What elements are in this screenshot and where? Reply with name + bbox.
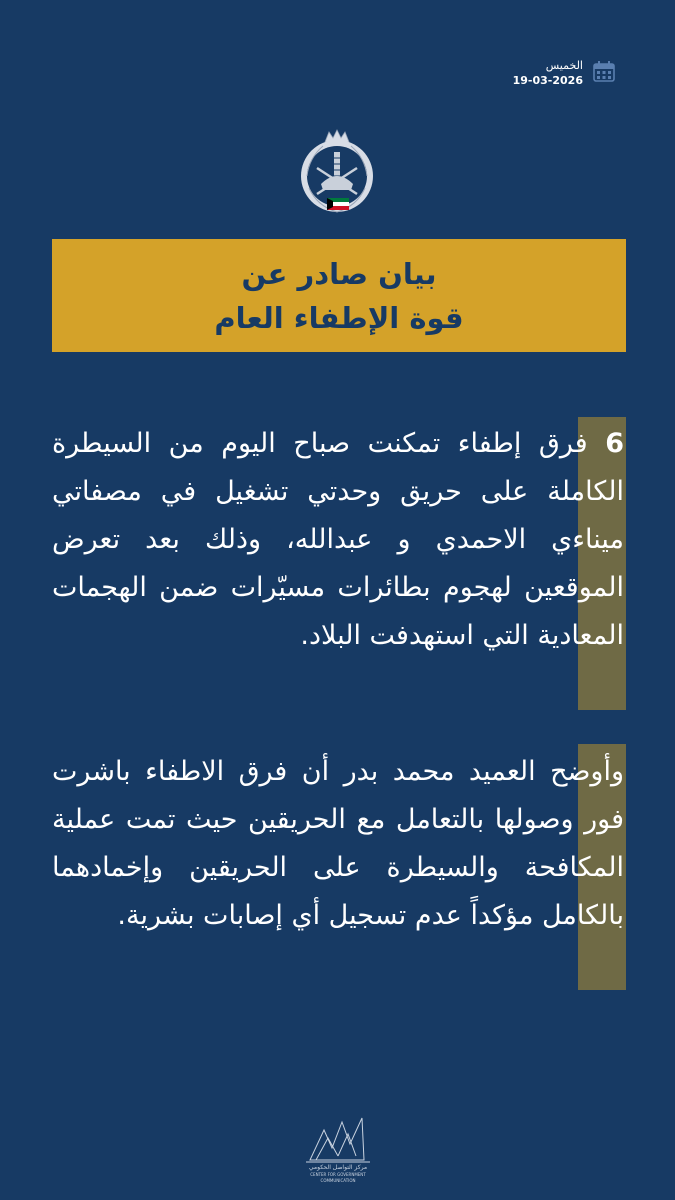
fire-force-emblem-icon — [295, 128, 379, 218]
paragraph-1-text: فرق إطفاء تمكنت صباح اليوم من السيطرة الكاملة على حريق وحدتي تشغيل في مصفاتي ميناءي الاحمدي و عبدالله، وذلك بعد تعرض الموقعين لهجوم بطائرات مسيّرات ضمن الهجمات المعادية التي استهدفت البلاد. — [52, 428, 624, 651]
title-line-2: قوة الإطفاء العام — [214, 300, 464, 335]
paragraph-1 — [52, 420, 624, 660]
date-block — [500, 58, 615, 94]
title-line-1: بيان صادر عن — [241, 256, 437, 291]
footer-text-en: CENTER FOR GOVERNMENT COMMUNICATION — [310, 1172, 366, 1183]
paragraph-2-text: وأوضح العميد محمد بدر أن فرق الاطفاء باشرت فور وصولها بالتعامل مع الحريقين حيث تمت عملية المكافحة والسيطرة على الحريقين وإخمادهما بالكامل مؤكداً عدم تسجيل أي إصابات بشرية. — [52, 756, 624, 931]
date-text — [513, 58, 583, 88]
footer-text — [298, 1164, 378, 1184]
title-banner — [52, 239, 626, 352]
footer-text-ar: مركز التواصل الحكومي — [308, 1164, 368, 1171]
calendar-icon — [593, 60, 615, 82]
paragraph-2 — [52, 748, 624, 940]
fire-team-count: 6 — [605, 428, 624, 459]
date-label: 19-03-2026 — [512, 74, 583, 87]
day-label: الخميس — [545, 59, 583, 72]
